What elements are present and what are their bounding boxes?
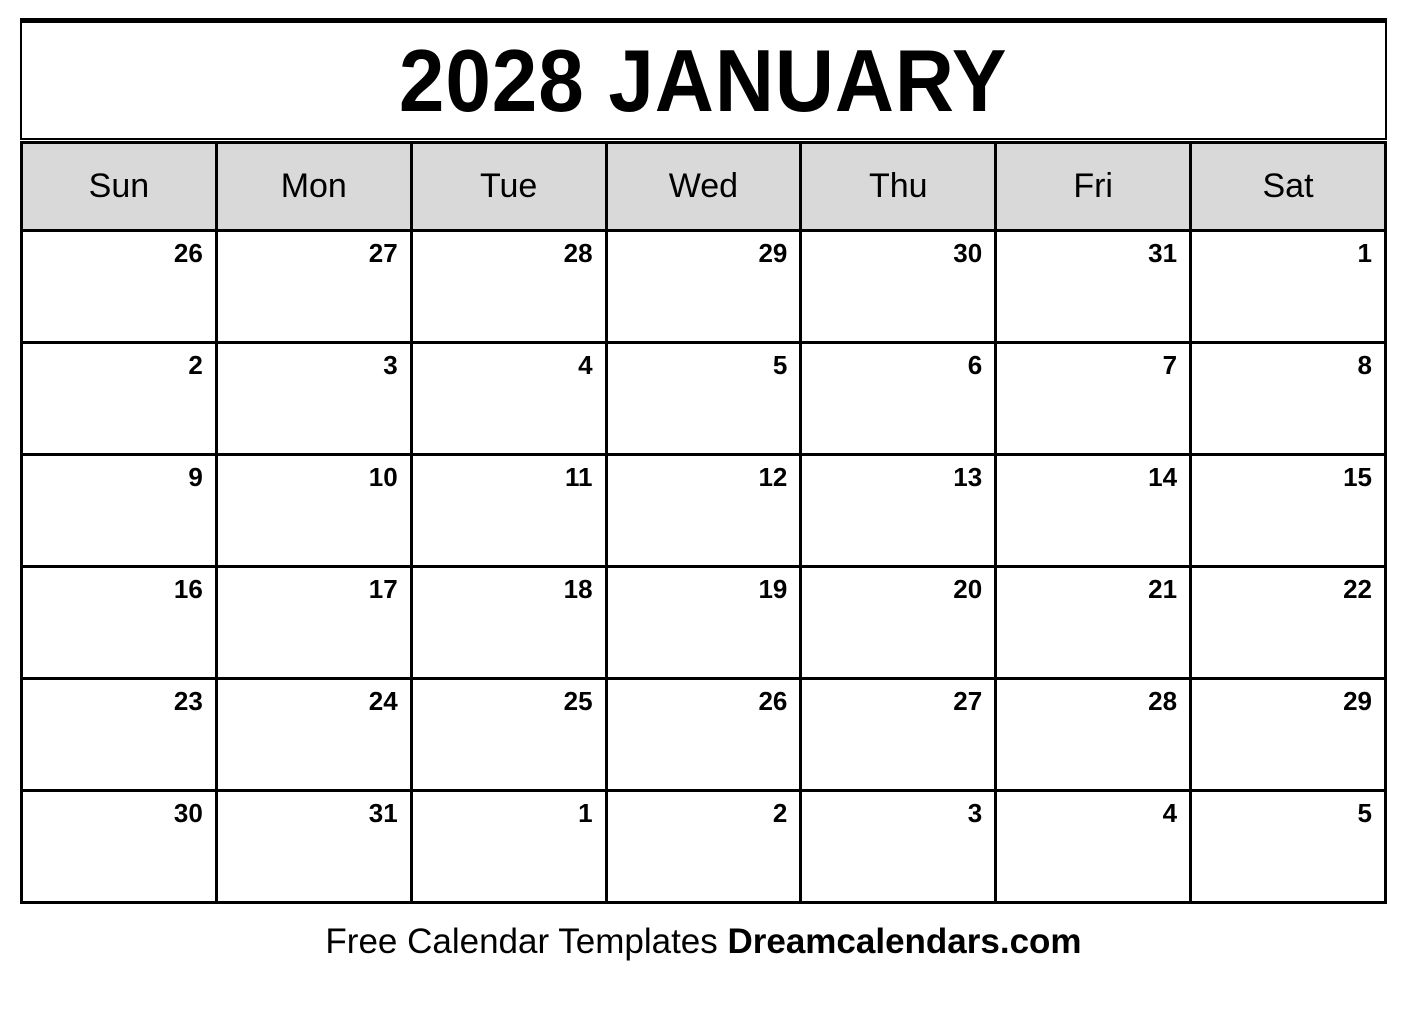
week-row-1 [22,231,1386,343]
weekday-thu: Thu [801,143,996,231]
week-row-3 [22,455,1386,567]
day-cell: 1 [1191,231,1386,343]
day-cell: 29 [1191,679,1386,791]
day-cell: 2 [22,343,217,455]
day-cell: 28 [996,679,1191,791]
day-cell: 21 [996,567,1191,679]
footer-brand: Dreamcalendars.com [727,922,1082,961]
day-cell: 20 [801,567,996,679]
day-cell: 9 [22,455,217,567]
day-cell: 31 [996,231,1191,343]
day-cell: 4 [996,791,1191,903]
weekday-fri: Fri [996,143,1191,231]
day-cell: 26 [606,679,801,791]
weekday-sun: Sun [22,143,217,231]
day-cell: 5 [1191,791,1386,903]
day-cell: 22 [1191,567,1386,679]
day-cell: 14 [996,455,1191,567]
day-cell: 6 [801,343,996,455]
weekday-header-row [22,143,1386,231]
day-cell: 3 [216,343,411,455]
day-cell: 13 [801,455,996,567]
weekday-wed: Wed [606,143,801,231]
day-cell: 5 [606,343,801,455]
week-row-5 [22,679,1386,791]
day-cell: 4 [411,343,606,455]
day-cell: 30 [801,231,996,343]
day-cell: 29 [606,231,801,343]
calendar-title-box [20,18,1387,140]
day-cell: 11 [411,455,606,567]
footer [20,922,1387,962]
week-row-4 [22,567,1386,679]
weekday-mon: Mon [216,143,411,231]
day-cell: 16 [22,567,217,679]
day-cell: 26 [22,231,217,343]
weekday-tue: Tue [411,143,606,231]
day-cell: 8 [1191,343,1386,455]
day-cell: 23 [22,679,217,791]
day-cell: 15 [1191,455,1386,567]
day-cell: 19 [606,567,801,679]
day-cell: 10 [216,455,411,567]
day-cell: 1 [411,791,606,903]
day-cell: 18 [411,567,606,679]
day-cell: 7 [996,343,1191,455]
day-cell: 2 [606,791,801,903]
calendar [20,18,1387,962]
calendar-title: 2028 JANUARY [399,30,1008,130]
day-cell: 12 [606,455,801,567]
day-cell: 3 [801,791,996,903]
day-cell: 28 [411,231,606,343]
week-row-6 [22,791,1386,903]
footer-text: Free Calendar Templates [325,922,728,961]
day-cell: 27 [216,231,411,343]
day-cell: 25 [411,679,606,791]
day-cell: 27 [801,679,996,791]
weekday-sat: Sat [1191,143,1386,231]
calendar-grid [20,141,1387,904]
day-cell: 24 [216,679,411,791]
day-cell: 17 [216,567,411,679]
week-row-2 [22,343,1386,455]
day-cell: 30 [22,791,217,903]
day-cell: 31 [216,791,411,903]
